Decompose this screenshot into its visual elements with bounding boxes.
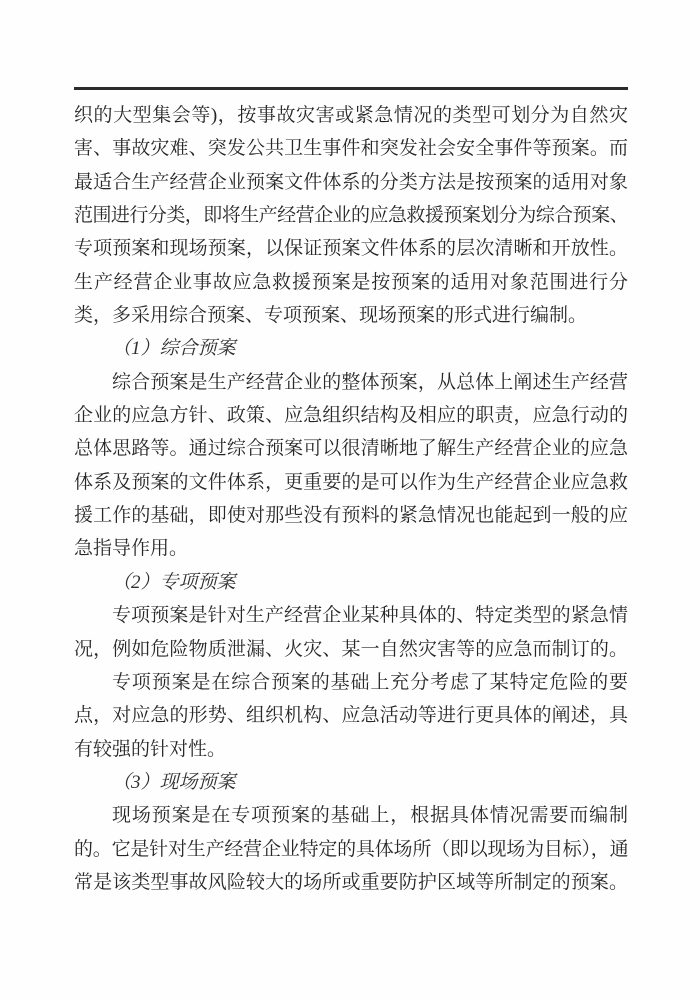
text-line: 综合预案是生产经营企业的整体预案，从总体上阐述生产经营	[112, 371, 628, 393]
text-line: 织的大型集会等)，按事故灾害或紧急情况的类型可划分为自然灾	[74, 105, 628, 126]
text-line: 专项预案是在综合预案的基础上充分考虑了某特定危险的要	[112, 671, 628, 693]
section-heading-1: （1）综合预案	[112, 338, 236, 360]
text-line: 现场预案是在专项预案的基础上，根据具体情况需要而编制	[112, 805, 628, 827]
text-line: 的。它是针对生产经营企业特定的具体场所（即以现场为目标），通	[74, 838, 628, 860]
text-line: 类，多采用综合预案、专项预案、现场预案的形式进行编制。	[74, 305, 588, 327]
text-line: 总体思路等。通过综合预案可以很清晰地了解生产经营企业的应急	[74, 438, 628, 460]
body-text	[74, 99, 628, 899]
text-line: 急指导作用。	[74, 538, 189, 560]
text-line: 有较强的针对性。	[74, 738, 227, 760]
text-line: 最适合生产经营企业预案文件体系的分类方法是按预案的适用对象	[74, 171, 628, 193]
text-line: 专项预案和现场预案，以保证预案文件体系的层次清晰和开放性。	[74, 238, 628, 260]
text-line: 点，对应急的形势、组织机构、应急活动等进行更具体的阐述，具	[74, 705, 628, 727]
text-line: 援工作的基础，即使对那些没有预料的紧急情况也能起到一般的应	[74, 505, 628, 527]
section-heading-3: （3）现场预案	[112, 771, 236, 793]
header-rule	[74, 87, 628, 90]
text-line: 生产经营企业事故应急救援预案是按预案的适用对象范围进行分	[74, 271, 628, 293]
text-line: 范围进行分类，即将生产经营企业的应急救援预案划分为综合预案、	[74, 205, 628, 227]
text-line: 常是该类型事故风险较大的场所或重要防护区域等所制定的预案。	[74, 871, 628, 893]
text-line: 害、事故灾难、突发公共卫生事件和突发社会安全事件等预案。而	[74, 138, 628, 160]
text-line: 体系及预案的文件体系，更重要的是可以作为生产经营企业应急救	[74, 471, 628, 493]
text-line: 专项预案是针对生产经营企业某种具体的、特定类型的紧急情	[112, 605, 628, 627]
text-line: 企业的应急方针、政策、应急组织结构及相应的职责，应急行动的	[74, 405, 628, 427]
text-line: 况，例如危险物质泄漏、火灾、某一自然灾害等的应急而制订的。	[74, 638, 628, 660]
section-heading-2: （2）专项预案	[112, 571, 236, 593]
